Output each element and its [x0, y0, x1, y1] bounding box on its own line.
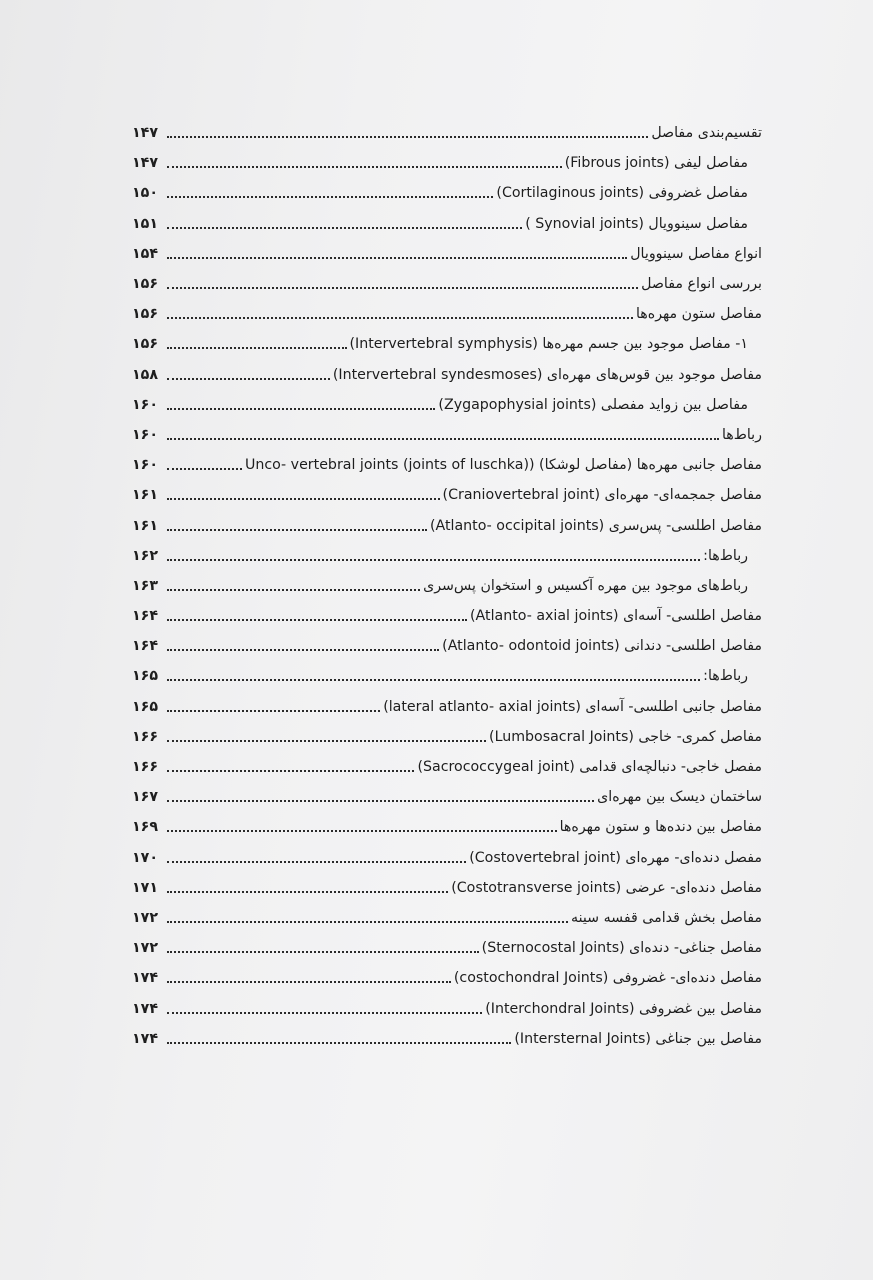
toc-entry — [132, 390, 762, 420]
toc-entry — [132, 299, 762, 329]
toc-entry-title: مفاصل بین غضروفی (Interchondral Joints) — [485, 1000, 762, 1017]
toc-entry — [132, 269, 762, 299]
dot-leader — [167, 921, 568, 923]
toc-entry-page-number: ۱۶۳ — [132, 577, 158, 594]
toc-entry-page-number: ۱۶۴ — [132, 608, 158, 625]
toc-entry-page-number: ۱۶۱ — [132, 487, 158, 504]
toc-entry — [132, 209, 762, 239]
toc-entry-page-number: ۱۶۵ — [132, 668, 158, 685]
toc-entry — [132, 541, 762, 571]
toc-entry-page-number: ۱۷۱ — [132, 879, 158, 896]
toc-entry-title: ۱- مفاصل موجود بین جسم مهره‌ها (Intervertebral symphysis) — [349, 336, 748, 353]
toc-entry-title: مفاصل کمری- خاجی (Lumbosacral Joints) — [489, 728, 762, 745]
toc-entry-title: مفاصل موجود بین قوس‌های مهره‌ای (Intervertebral syndesmoses) — [332, 366, 762, 383]
toc-entry-page-number: ۱۵۶ — [132, 276, 158, 293]
toc-entry — [132, 843, 762, 873]
toc-entry-title: مفاصل بخش قدامی قفسه سینه — [571, 909, 762, 926]
toc-entry-title: مفاصل بین دنده‌ها و ستون مهره‌ها — [559, 819, 762, 836]
toc-entry — [132, 118, 762, 148]
toc-entry-page-number: ۱۴۷ — [132, 155, 158, 172]
dot-leader — [167, 196, 493, 198]
toc-entry — [132, 601, 762, 631]
dot-leader — [167, 529, 427, 531]
toc-entry — [132, 1024, 762, 1054]
toc-entry — [132, 450, 762, 480]
dot-leader — [167, 347, 347, 349]
toc-entry-title: مفاصل بین جناغی (Intersternal Joints) — [514, 1030, 762, 1047]
toc-entry — [132, 360, 762, 390]
toc-entry-title: مفاصل جناغی- دنده‌ای (Sternocostal Joints) — [481, 940, 762, 957]
toc-entry-title: رباط‌ها — [721, 426, 762, 443]
dot-leader — [167, 770, 414, 772]
toc-entry-title: مفاصل بین زواید مفصلی (Zygapophysial joints) — [438, 396, 748, 413]
dot-leader — [167, 740, 486, 742]
dot-leader — [167, 136, 648, 138]
toc-entry-title: مفاصل دنده‌ای- عرضی (Costotransverse joints) — [451, 879, 762, 896]
dot-leader — [167, 257, 627, 259]
toc-entry — [132, 239, 762, 269]
dot-leader — [167, 438, 719, 440]
dot-leader — [167, 1042, 511, 1044]
dot-leader — [167, 951, 479, 953]
toc-entry-title: مفاصل اطلسی- دندانی (Atlanto- odontoid joints) — [442, 638, 762, 655]
toc-entry — [132, 661, 762, 691]
toc-entry-page-number: ۱۷۲ — [132, 909, 158, 926]
toc-entry-page-number: ۱۵۶ — [132, 336, 158, 353]
toc-entry — [132, 722, 762, 752]
toc-entry-page-number: ۱۵۱ — [132, 215, 158, 232]
toc-entry — [132, 148, 762, 178]
dot-leader — [167, 378, 330, 380]
toc-entry-page-number: ۱۶۰ — [132, 457, 158, 474]
toc-entry — [132, 329, 762, 359]
toc-entry — [132, 480, 762, 510]
toc-entry-page-number: ۱۶۶ — [132, 759, 158, 776]
dot-leader — [167, 981, 451, 983]
toc-entry-page-number: ۱۵۴ — [132, 245, 158, 262]
dot-leader — [167, 649, 439, 651]
toc-entry — [132, 963, 762, 993]
toc-entry-page-number: ۱۶۷ — [132, 789, 158, 806]
toc-entry — [132, 571, 762, 601]
toc-entry-page-number: ۱۵۶ — [132, 306, 158, 323]
dot-leader — [167, 1012, 482, 1014]
toc-entry-page-number: ۱۵۰ — [132, 185, 158, 202]
dot-leader — [167, 800, 594, 802]
toc-entry-page-number: ۱۶۹ — [132, 819, 158, 836]
dot-leader — [167, 710, 380, 712]
toc-entry-title: انواع مفاصل سینوویال — [630, 245, 762, 262]
dot-leader — [167, 498, 440, 500]
toc-entry-page-number: ۱۷۲ — [132, 940, 158, 957]
toc-entry — [132, 933, 762, 963]
toc-entry — [132, 782, 762, 812]
toc-entry-title: رباط‌ها: — [703, 668, 748, 685]
toc-entry-page-number: ۱۵۸ — [132, 366, 158, 383]
toc-entry — [132, 692, 762, 722]
dot-leader — [167, 861, 466, 863]
toc-entry-page-number: ۱۶۴ — [132, 638, 158, 655]
toc-entry-page-number: ۱۶۲ — [132, 547, 158, 564]
dot-leader — [167, 287, 638, 289]
dot-leader — [167, 227, 522, 229]
toc-entry — [132, 752, 762, 782]
toc-entry-title: مفصل خاجی- دنبالچه‌ای قدامی (Sacrococcygeal joint) — [417, 759, 762, 776]
toc-entry-title: مفاصل جانبی مهره‌ها (مفاصل لوشکا) (Unco- vertebral joints (joints of luschka) — [244, 457, 762, 474]
toc-entry — [132, 510, 762, 540]
toc-entry-title: مفاصل اطلسی- آسه‌ای (Atlanto- axial joints) — [470, 608, 762, 625]
dot-leader — [167, 166, 562, 168]
toc-entry-page-number: ۱۶۱ — [132, 517, 158, 534]
dot-leader — [167, 619, 467, 621]
toc-entry — [132, 873, 762, 903]
toc-entry-page-number: ۱۷۴ — [132, 970, 158, 987]
dot-leader — [167, 679, 700, 681]
toc-entry-page-number: ۱۷۴ — [132, 1030, 158, 1047]
dot-leader — [167, 589, 420, 591]
dot-leader — [167, 891, 448, 893]
toc-entry — [132, 812, 762, 842]
toc-entry — [132, 420, 762, 450]
toc-entry-title: مفاصل سینوویال (Synovial joints ) — [525, 215, 748, 232]
toc-entry-page-number: ۱۶۵ — [132, 698, 158, 715]
toc-entry-title: مفاصل غضروفی (Cortilaginous joints) — [496, 185, 748, 202]
toc-entry-title: ساختمان دیسک بین مهره‌ای — [597, 789, 762, 806]
toc-entry-page-number: ۱۷۰ — [132, 849, 158, 866]
toc-entry-page-number: ۱۶۶ — [132, 728, 158, 745]
dot-leader — [167, 559, 700, 561]
toc-entry-page-number: ۱۴۷ — [132, 125, 158, 142]
toc-entry-title: مفاصل لیفی (Fibrous joints) — [564, 155, 748, 172]
dot-leader — [167, 408, 435, 410]
toc-entry-title: مفاصل جمجمه‌ای- مهره‌ای (Craniovertebral joint) — [442, 487, 762, 504]
toc-entry — [132, 631, 762, 661]
toc-entry-title: مفاصل اطلسی- پس‌سری (Atlanto- occipital joints) — [429, 517, 762, 534]
toc-entry-title: مفصل دنده‌ای- مهره‌ای (Costovertebral joint) — [469, 849, 762, 866]
toc-entry-title: رباط‌های موجود بین مهره آکسیس و استخوان پس‌سری — [423, 577, 748, 594]
dot-leader — [167, 317, 633, 319]
toc-entry-title: بررسی انواع مفاصل — [641, 276, 762, 293]
toc-entry — [132, 903, 762, 933]
toc-entry — [132, 178, 762, 208]
toc-entry-title: مفاصل دنده‌ای- غضروفی (costochondral Joints) — [453, 970, 762, 987]
dot-leader — [167, 468, 242, 470]
toc-entry-title: مفاصل جانبی اطلسی- آسه‌ای (lateral atlanto- axial joints) — [383, 698, 762, 715]
toc-entry-page-number: ۱۶۰ — [132, 396, 158, 413]
dot-leader — [167, 830, 557, 832]
toc-entry-title: تقسیم‌بندی مفاصل — [651, 125, 762, 142]
table-of-contents — [132, 118, 762, 1054]
toc-entry — [132, 993, 762, 1023]
toc-entry-page-number: ۱۶۰ — [132, 426, 158, 443]
toc-entry-title: رباط‌ها: — [703, 547, 748, 564]
toc-entry-title: مفاصل ستون مهره‌ها — [635, 306, 762, 323]
toc-entry-page-number: ۱۷۴ — [132, 1000, 158, 1017]
